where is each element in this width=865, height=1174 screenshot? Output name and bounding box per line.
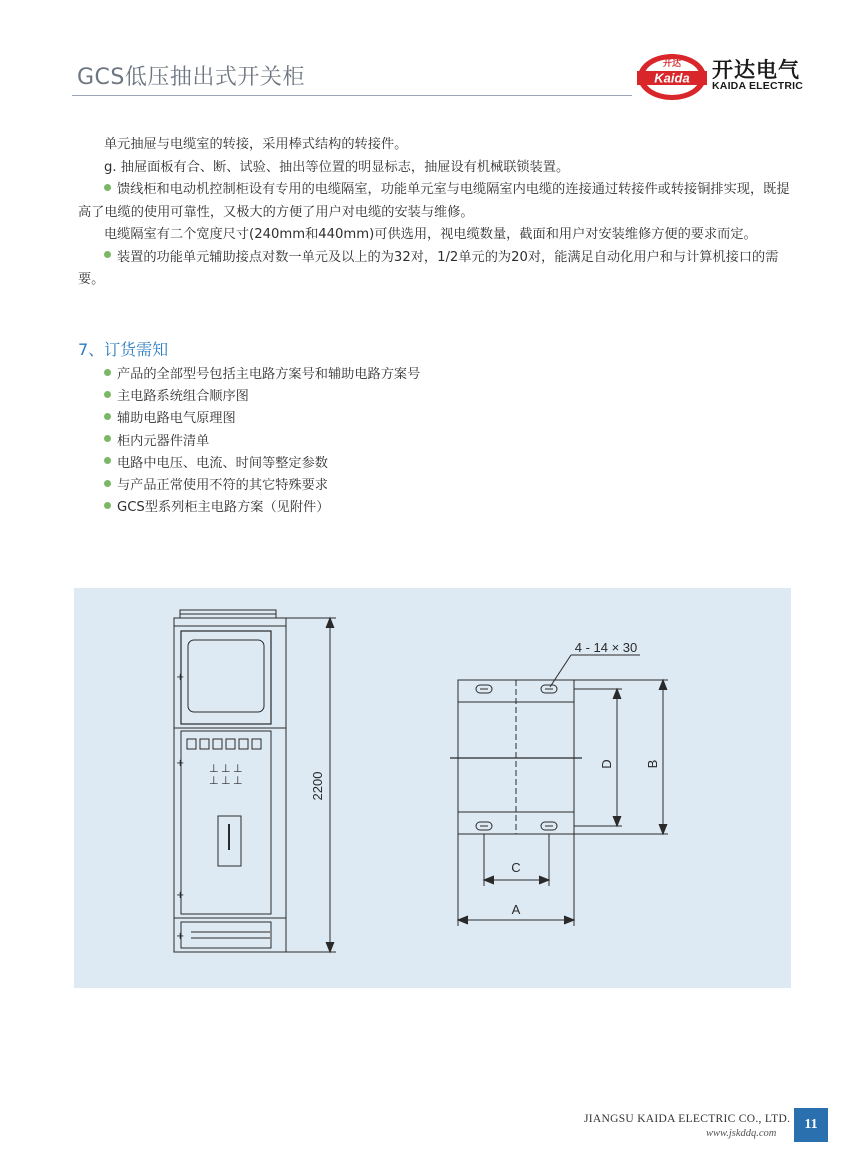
height-dimension-label: 2200 [310,771,325,801]
paragraph: 馈线柜和电动机控制柜设有专用的电缆隔室，功能单元室与电缆隔室内电缆的连接通过转接件或转接铜排实现，既提高了电缆的使用可靠性，又极大的方便了用户对电缆的安装与维修。 [78,182,790,220]
paragraph: g. 抽屉面板有合、断、试验、抽出等位置的明显标志，抽屉设有机械联锁装置。 [104,159,570,175]
dimension-d-label: D [599,759,614,769]
logo-badge-text: 开达 [662,59,682,69]
section-heading: 7、订货需知 [78,340,169,359]
logo-wordmark: Kaida [654,70,690,86]
bullet-icon [104,480,111,487]
logo-english-name: KAIDA ELECTRIC [712,80,804,92]
bullet-icon [104,369,111,376]
dimension-a-label: A [511,902,521,917]
bullet-icon [104,502,111,509]
bullet-icon [104,391,111,398]
svg-text:⊥: ⊥ [221,774,231,787]
svg-text:⊥: ⊥ [233,774,243,787]
list-item: 辅助电路电气原理图 [104,408,420,430]
header-divider [72,95,632,96]
footer-website: www.jskddq.com [706,1128,777,1139]
list-item: GCS型系列柜主电路方案（见附件） [104,497,420,519]
list-item: 柜内元器件清单 [104,431,420,453]
list-item: 产品的全部型号包括主电路方案号和辅助电路方案号 [104,364,420,386]
svg-text:⊥: ⊥ [209,762,219,775]
order-list [104,364,420,519]
bullet-icon [104,184,111,191]
bullet-icon [104,413,111,420]
bullet-icon [104,435,111,442]
svg-text:+: + [176,931,185,942]
page-header-title: GCS低压抽出式开关柜 [77,65,305,90]
svg-text:+: + [176,890,185,901]
bullet-icon [104,457,111,464]
page-number: 11 [794,1108,828,1142]
bullet-icon [104,251,111,258]
footer-company-name: JIANGSU KAIDA ELECTRIC CO., LTD. [584,1113,791,1125]
dimension-b-label: B [645,759,660,769]
paragraph: 单元抽屉与电缆室的转接，采用棒式结构的转接件。 [104,137,408,152]
list-item: 与产品正常使用不符的其它特殊要求 [104,475,420,497]
logo-chinese-name: 开达电气 [712,58,800,82]
hole-spec-label: 4 - 14 × 30 [574,640,638,655]
technical-drawing [74,588,791,988]
body-text [78,134,792,292]
svg-text:⊥: ⊥ [233,762,243,775]
list-item: 主电路系统组合顺序图 [104,386,420,408]
drawing-panel [74,588,791,988]
svg-text:⊥: ⊥ [221,762,231,775]
list-item: 电路中电压、电流、时间等整定参数 [104,453,420,475]
dimension-c-label: C [511,860,521,875]
svg-text:+: + [176,672,185,683]
base-plan-view [450,680,582,834]
paragraph: 装置的功能单元辅助接点对数一单元及以上的为32对，1/2单元的为20对，能满足自动化用户和与计算机接口的需要。 [78,249,779,287]
paragraph: 电缆隔室有二个宽度尺寸(240mm和440mm)可供选用，视电缆数量，截面和用户对安装维修方便的要求而定。 [104,227,757,242]
svg-text:⊥: ⊥ [209,774,219,787]
svg-text:+: + [176,758,185,769]
